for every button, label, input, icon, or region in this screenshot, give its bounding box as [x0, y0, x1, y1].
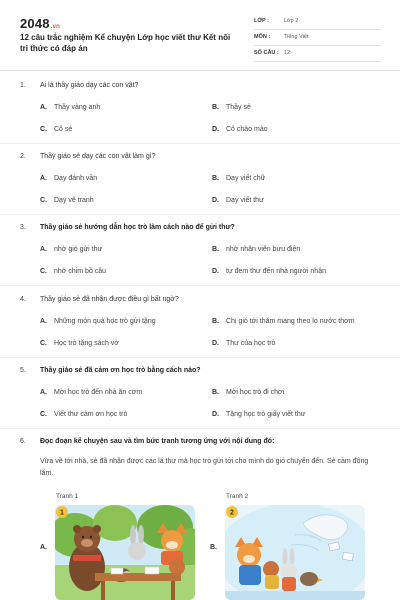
- option-letter: C.: [40, 268, 47, 275]
- option-letter: A.: [40, 389, 47, 396]
- question-text: Thầy giáo sẻ đã nhận được điều gì bất ngờ?: [40, 296, 179, 303]
- question-number: 3.: [20, 224, 26, 231]
- option-text: Mời học trò đến nhà ăn cơm: [54, 389, 143, 396]
- option-letter: D.: [212, 340, 219, 347]
- question-number: 4.: [20, 296, 26, 303]
- question-text: Thầy giáo sẻ hướng dẫn học trò làm cách nào để gửi thư?: [40, 224, 235, 231]
- option-letter: B.: [212, 389, 219, 396]
- svg-text:2: 2: [230, 509, 234, 517]
- meta-key: SỐ CÂU :: [254, 50, 279, 56]
- option-letter: A.: [40, 175, 47, 182]
- meta-row-subject: [254, 30, 380, 46]
- option-text: nhờ gió gửi thư: [54, 246, 103, 253]
- option-text: Học trò tặng sách vở: [54, 340, 119, 347]
- question-divider: [0, 285, 400, 286]
- meta-row-count: [254, 46, 380, 62]
- question-divider: [0, 428, 400, 429]
- header-divider: [0, 70, 400, 71]
- option-text: nhờ nhân viên bưu điện: [226, 246, 301, 253]
- option-letter: D.: [212, 411, 219, 418]
- option-letter: A.: [40, 104, 47, 111]
- option-text: Thư của học trò: [226, 340, 276, 347]
- story-passage: Vừa về tới nhà, sẻ đã nhận được các lá thư mà học trò gửi tới cho mình do gió chuyển đến. Sẻ cảm động lắm.: [40, 458, 369, 477]
- question-divider: [0, 143, 400, 144]
- meta-value: Tiếng Việt: [284, 34, 309, 40]
- meta-key: LỚP :: [254, 18, 269, 24]
- meta-key: MÔN :: [254, 34, 271, 40]
- option-letter: C.: [40, 197, 47, 204]
- site-logo[interactable]: [20, 16, 60, 31]
- picture-1-animals-classroom[interactable]: [55, 505, 195, 600]
- option-text: nhờ chim bồ câu: [54, 268, 107, 275]
- option-text: Thầy sẻ: [226, 104, 251, 111]
- option-letter: D.: [212, 197, 219, 204]
- option-text: Chị gió tới thăm mang theo lọ nước thơm: [226, 318, 355, 325]
- option-text: Cô sẻ: [54, 126, 73, 133]
- option-text: tự đem thư đến nhà người nhận: [226, 268, 326, 275]
- option-letter: D.: [212, 126, 219, 133]
- option-letter: A.: [40, 246, 47, 253]
- question-number: 6.: [20, 438, 26, 445]
- question-5: [20, 367, 382, 418]
- picture-option-letter: A.: [40, 544, 47, 551]
- picture-caption: Tranh 1: [56, 493, 79, 500]
- question-divider: [0, 214, 400, 215]
- option-letter: B.: [212, 104, 219, 111]
- question-number: 2.: [20, 153, 26, 160]
- option-letter: A.: [40, 318, 47, 325]
- option-text: Những món quà học trò gửi tặng: [54, 318, 156, 325]
- option-text: Mời học trò đi chơi: [226, 389, 285, 396]
- question-number: 1.: [20, 82, 26, 89]
- option-letter: B.: [212, 318, 219, 325]
- option-text: Dạy viết chữ: [226, 175, 266, 182]
- question-3: [20, 224, 382, 275]
- document-title: 12 câu trắc nghiệm Kể chuyện Lớp học viết thư Kết nối tri thức có đáp án: [20, 33, 231, 53]
- question-1: [20, 82, 382, 133]
- option-text: Dạy đánh vần: [54, 175, 98, 182]
- question-2: [20, 153, 382, 204]
- svg-text:1: 1: [60, 509, 64, 517]
- option-letter: C.: [40, 340, 47, 347]
- picture-2-wind-letters[interactable]: [225, 505, 365, 600]
- question-text: Thầy giáo sẻ dạy các con vật làm gì?: [40, 153, 156, 160]
- option-text: Cô chào mào: [226, 126, 268, 133]
- meta-info: [254, 14, 380, 62]
- option-letter: D.: [212, 268, 219, 275]
- option-text: Viết thư cảm ơn học trò: [54, 411, 128, 418]
- option-text: Thầy vàng anh: [54, 104, 101, 111]
- option-letter: B.: [212, 175, 219, 182]
- question-text: Thầy giáo sẻ đã cảm ơn học trò bằng cách nào?: [40, 367, 201, 374]
- option-text: Dạy viết thư: [226, 197, 264, 204]
- picture-2-illustration: [225, 505, 365, 600]
- option-letter: B.: [212, 246, 219, 253]
- meta-value: 12: [284, 50, 291, 56]
- question-4: [20, 296, 382, 347]
- logo-text: 2048: [20, 16, 50, 31]
- question-number: 5.: [20, 367, 26, 374]
- question-divider: [0, 357, 400, 358]
- question-text: Đọc đoạn kể chuyện sau và tìm bức tranh tương ứng với nội dung đó:: [40, 438, 275, 445]
- picture-caption: Tranh 2: [226, 493, 249, 500]
- meta-value: Lớp 2: [284, 18, 299, 24]
- option-letter: C.: [40, 126, 47, 133]
- option-text: Dạy vẽ tranh: [54, 197, 94, 204]
- page-header: [0, 0, 400, 70]
- question-text: Ai là thầy giáo dạy các con vật?: [40, 82, 139, 89]
- logo-suffix: .vn: [50, 24, 61, 30]
- option-letter: C.: [40, 411, 47, 418]
- meta-row-class: [254, 14, 380, 30]
- question-6: [20, 438, 382, 450]
- picture-option-letter: B.: [210, 544, 217, 551]
- option-text: Tặng học trò giấy viết thư: [226, 411, 306, 418]
- picture-1-illustration: [55, 505, 195, 600]
